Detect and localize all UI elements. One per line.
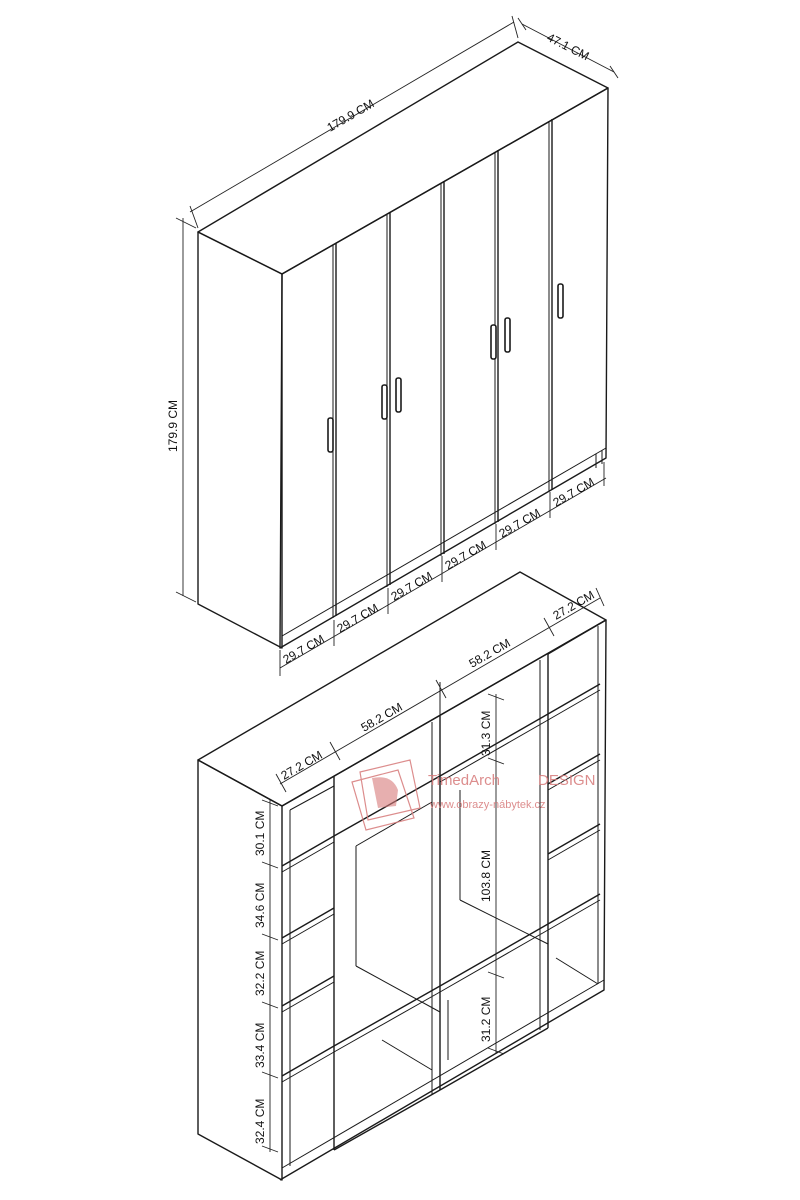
center-right-bay [440,654,548,1090]
shelf-height-label: 30.1 CM [253,810,267,856]
middle-bay-label: 103.8 CM [479,849,493,902]
open-side-face [198,760,282,1180]
center-right-label: 58.2 CM [466,635,513,671]
shelf-height-label: 32.4 CM [253,1098,267,1144]
watermark-brand: TimedArch [428,772,500,789]
door-width-label: 29.7 CM [442,537,489,573]
depth-label: 47.1 CM [544,30,592,64]
bottom-bay-label: 31.2 CM [479,996,493,1042]
right-depth-label: 27.2 CM [550,587,597,623]
door-width-label: 29.7 CM [496,505,543,541]
watermark-url: www.obrazy-nábytek.cz [430,799,546,811]
handle-icon [382,385,387,419]
open-front-frame [280,620,606,1180]
door-handles [328,284,563,452]
center-right-height-dimensions [479,694,504,1054]
wardrobe-top-face [198,42,608,274]
open-top-face [198,572,606,806]
right-shelf-column [548,620,606,984]
door-width-label: 29.7 CM [334,600,381,636]
left-depth-label: 27.2 CM [278,747,325,783]
handle-icon [491,325,496,359]
door-width-label: 29.7 CM [388,568,435,604]
door-width-dimensions [280,462,606,676]
center-left-label: 58.2 CM [358,699,405,735]
shelf-height-label: 32.2 CM [253,950,267,996]
left-shelf-height-dimensions [253,800,278,1152]
left-shelf-column [282,776,334,1166]
door-width-label: 29.7 CM [280,631,327,667]
open-wardrobe [198,572,606,1180]
top-bay-label: 31.3 CM [479,710,493,756]
width-label: 179.9 CM [324,96,377,135]
shelf-height-label: 33.4 CM [253,1022,267,1068]
shelf-height-label: 34.6 CM [253,882,267,928]
handle-icon [505,318,510,352]
closed-wardrobe [166,16,618,676]
height-dimension [166,218,196,602]
handle-icon [396,378,401,412]
depth-dimension [518,18,618,78]
handle-icon [558,284,563,318]
width-dimension [190,16,518,228]
height-label: 179.9 CM [166,399,180,452]
handle-icon [328,418,333,452]
watermark-brand-design: DESIGN [538,772,596,789]
wardrobe-side-face [198,232,282,648]
watermark [352,760,596,830]
door-width-label: 29.7 CM [550,474,597,510]
